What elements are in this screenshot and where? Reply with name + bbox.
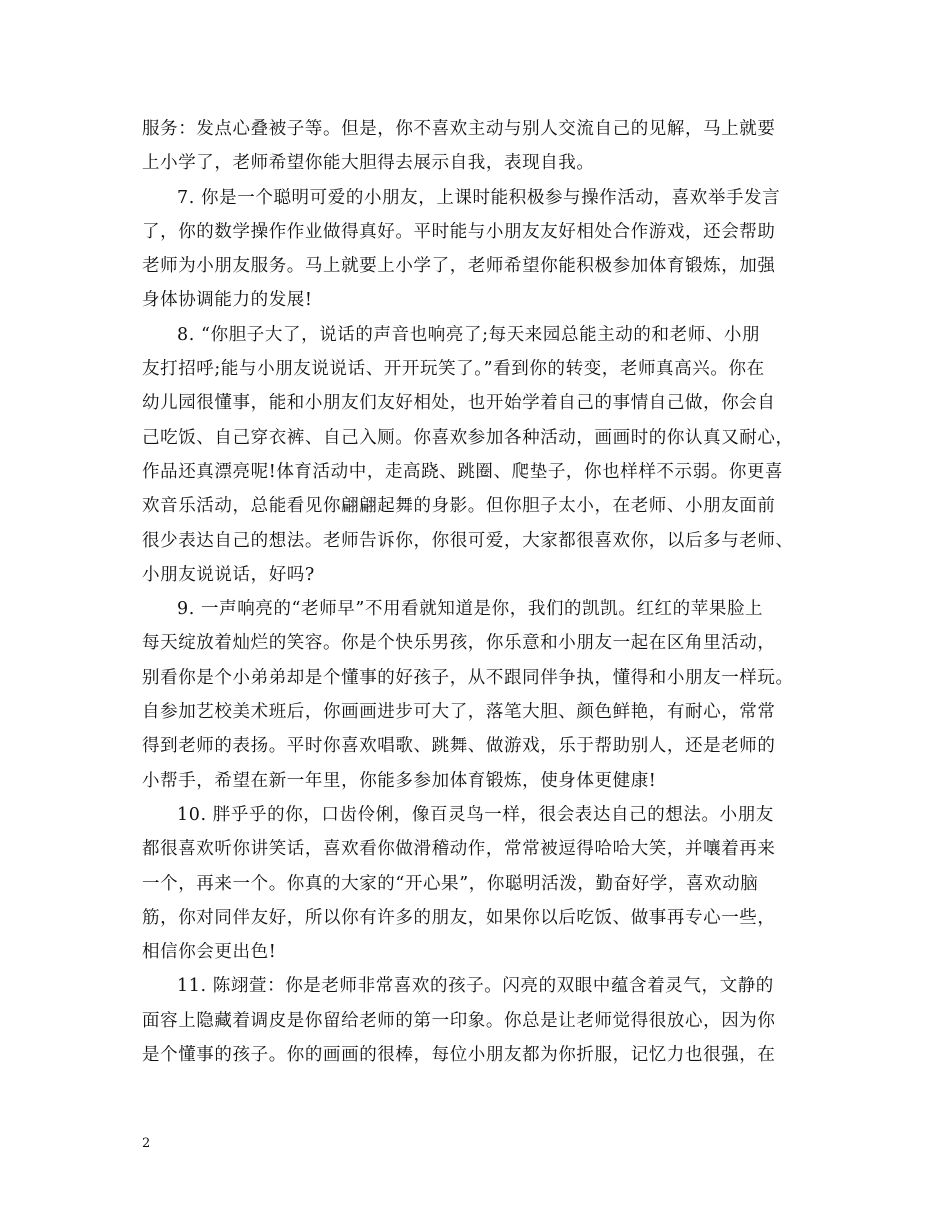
text-line: 友打招呼;能与小朋友说说话、开开玩笑了。”看到你的转变，老师真高兴。你在 — [142, 359, 765, 380]
paragraph-item-8 — [142, 318, 822, 592]
text-line: 一个，再来一个。你真的大家的“开心果”，你聪明活泼，勤奋好学，喜欢动脑 — [142, 873, 759, 894]
text-line: 小朋友说说话，好吗? — [142, 564, 315, 585]
paragraph-item-9 — [142, 592, 822, 798]
text-line: 7. 你是一个聪明可爱的小朋友，上课时能积极参与操作活动，喜欢举手发言 — [177, 187, 781, 208]
text-line: 相信你会更出色! — [142, 942, 277, 963]
text-line: 11. 陈翊萱：你是老师非常喜欢的孩子。闪亮的双眼中蕴含着灵气，文静的 — [177, 976, 774, 997]
paragraph-item-7 — [142, 181, 822, 318]
paragraph-item-11 — [142, 969, 822, 1072]
text-line: 自参加艺校美术班后，你画画进步可大了，落笔大胆、颜色鲜艳，有耐心，常常 — [142, 702, 776, 723]
text-line: 身体协调能力的发展! — [142, 290, 313, 311]
text-line: 9. 一声响亮的“老师早”不用看就知道是你，我们的凯凯。红红的苹果脸上 — [177, 599, 764, 620]
text-line: 每天绽放着灿烂的笑容。你是个快乐男孩，你乐意和小朋友一起在区角里活动， — [142, 633, 776, 654]
text-line: 面容上隐藏着调皮是你留给老师的第一印象。你总是让老师觉得很放心，因为你 — [142, 1010, 776, 1031]
text-line: 老师为小朋友服务。马上就要上小学了，老师希望你能积极参加体育锻炼，加强 — [142, 256, 776, 277]
text-line: 上小学了，老师希望你能大胆得去展示自我，表现自我。 — [142, 153, 595, 174]
paragraph-item-10 — [142, 798, 822, 969]
text-line: 小帮手，希望在新一年里，你能多参加体育锻炼，使身体更健康! — [142, 770, 657, 791]
text-line: 欢音乐活动，总能看见你翩翩起舞的身影。但你胆子太小，在老师、小朋友面前 — [142, 496, 776, 517]
text-line: 了，你的数学操作作业做得真好。平时能与小朋友友好相处合作游戏，还会帮助 — [142, 221, 776, 242]
text-line: 得到老师的表扬。平时你喜欢唱歌、跳舞、做游戏，乐于帮助别人，还是老师的 — [142, 736, 776, 757]
text-line: 10. 胖乎乎的你，口齿伶俐，像百灵鸟一样，很会表达自己的想法。小朋友 — [177, 804, 774, 825]
text-line: 很少表达自己的想法。老师告诉你，你很可爱，大家都很喜欢你，以后多与老师、 — [142, 530, 794, 551]
text-line: 别看你是个小弟弟却是个懂事的好孩子，从不跟同伴争执，懂得和小朋友一样玩。 — [142, 667, 794, 688]
text-line: 都很喜欢听你讲笑话，喜欢看你做滑稽动作，常常被逗得哈哈大笑，并嚷着再来 — [142, 839, 776, 860]
text-line: 筋，你对同伴友好，所以你有许多的朋友，如果你以后吃饭、做事再专心一些， — [142, 907, 776, 928]
paragraph-continuation — [142, 112, 822, 181]
text-line: 8. “你胆子大了，说话的声音也响亮了;每天来园总能主动的和老师、小朋 — [177, 324, 761, 345]
text-line: 己吃饭、自己穿衣裤、自己入厕。你喜欢参加各种活动，画画时的你认真又耐心， — [142, 427, 794, 448]
text-line: 服务：发点心叠被子等。但是，你不喜欢主动与别人交流自己的见解，马上就要 — [142, 119, 776, 139]
page-number: 2 — [142, 1136, 151, 1151]
text-line: 幼儿园很懂事，能和小朋友们友好相处，也开始学着自己的事情自己做，你会自 — [142, 393, 776, 414]
text-line: 是个懂事的孩子。你的画画的很棒，每位小朋友都为你折服，记忆力也很强，在 — [142, 1045, 776, 1066]
body-text — [142, 112, 822, 1072]
text-line: 作品还真漂亮呢!体育活动中，走高跷、跳圈、爬垫子，你也样样不示弱。你更喜 — [142, 461, 784, 482]
